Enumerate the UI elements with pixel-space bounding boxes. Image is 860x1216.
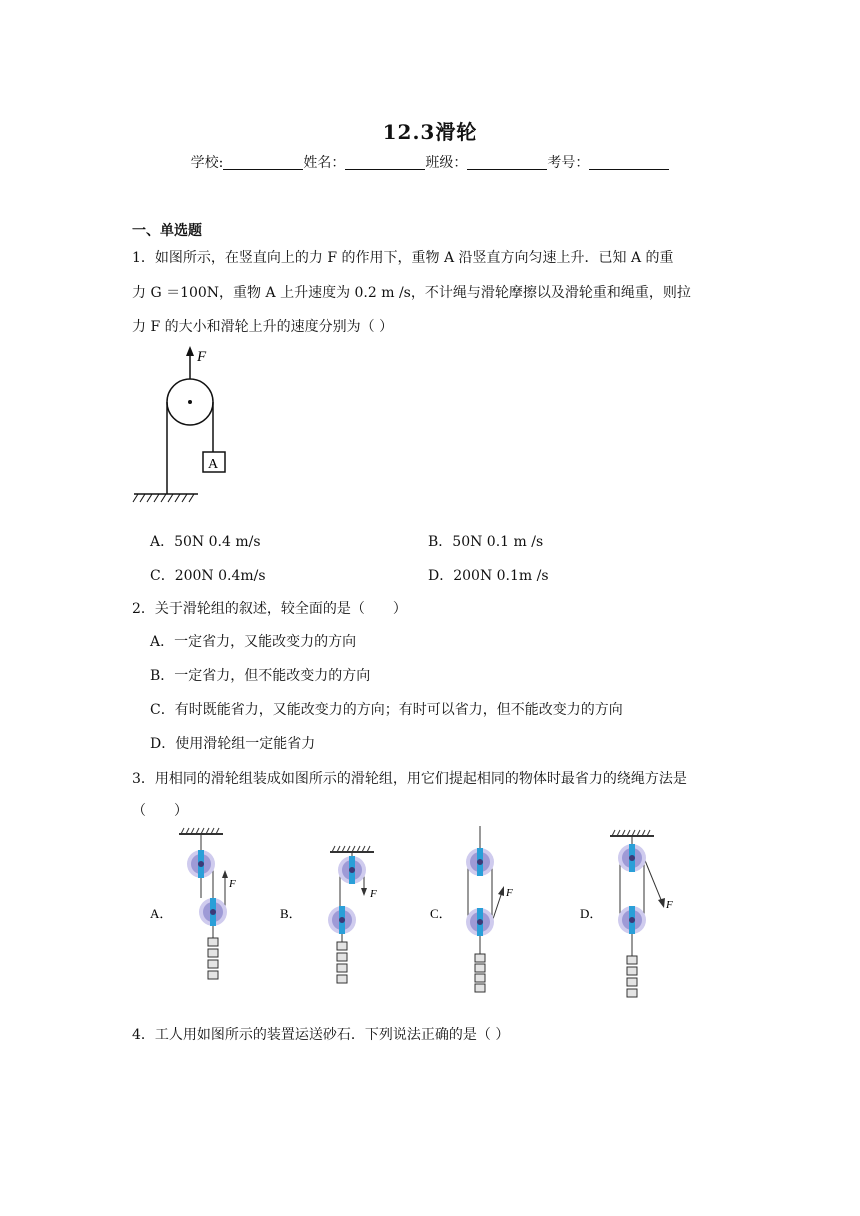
q1-option-d[interactable]: D．200N 0.1m /s: [428, 568, 549, 584]
exam-no-blank[interactable]: [589, 155, 669, 170]
q1-force-label: F: [197, 349, 207, 365]
q2-stem: 2．关于滑轮组的叙述，较全面的是（ ）: [132, 601, 407, 617]
class-blank[interactable]: [467, 155, 547, 170]
q3-figure-d: [610, 830, 673, 997]
name-blank[interactable]: [345, 155, 425, 170]
q3-label-b[interactable]: B．: [280, 906, 302, 921]
q2-option-d[interactable]: D．使用滑轮组一定能省力: [150, 736, 316, 752]
q1-pulley-figure: [128, 344, 238, 510]
q3-stem-line1: 3．用相同的滑轮组装成如图所示的滑轮组，用它们提起相同的物体时最省力的绕绳方法是: [132, 771, 687, 787]
q1-stem-line2: 力 G ＝100N，重物 A 上升速度为 0.2 m /s，不计绳与滑轮摩擦以及滑轮重和绳重，则拉: [132, 285, 691, 301]
page-title: 12.3滑轮: [382, 120, 478, 144]
name-label: 姓名：: [303, 155, 346, 171]
q3-figure-c: [458, 826, 513, 992]
q3-figure-b: [328, 846, 377, 983]
q3-label-a[interactable]: A．: [150, 906, 173, 921]
svg-text:F: F: [666, 899, 673, 911]
svg-text:F: F: [370, 888, 377, 900]
section-heading: 一、单选题: [132, 223, 202, 239]
svg-text:F: F: [229, 878, 236, 890]
q3-stem-line2: （ ）: [132, 803, 188, 819]
q3-figures: [130, 826, 730, 1004]
q2-option-a[interactable]: A．一定省力，又能改变力的方向: [150, 634, 357, 650]
q1-option-c[interactable]: C．200N 0.4m/s: [150, 568, 266, 584]
q1-option-a[interactable]: A．50N 0.4 m/s: [150, 534, 261, 550]
q2-option-c[interactable]: C．有时既能省力，又能改变力的方向；有时可以省力，但不能改变力的方向: [150, 702, 623, 718]
q2-option-b[interactable]: B．一定省力，但不能改变力的方向: [150, 668, 371, 684]
exam-no-label: 考号：: [547, 155, 590, 171]
student-info-line: [0, 152, 860, 172]
class-label: 班级：: [425, 155, 468, 171]
q3-label-c[interactable]: C．: [430, 906, 452, 921]
q3-figure-a: [179, 828, 236, 979]
q1-stem-line3: 力 F 的大小和滑轮上升的速度分别为（ ）: [132, 319, 394, 335]
q3-label-d[interactable]: D．: [580, 906, 603, 921]
q1-block-label: A: [208, 457, 219, 472]
svg-text:F: F: [506, 887, 513, 899]
q1-stem-line1: 1．如图所示，在竖直向上的力 F 的作用下，重物 A 沿竖直方向匀速上升．已知 A 的重: [132, 250, 674, 266]
school-label: 学校:: [190, 155, 224, 171]
q1-option-b[interactable]: B．50N 0.1 m /s: [428, 534, 544, 550]
school-blank[interactable]: [223, 155, 303, 170]
q4-stem: 4．工人用如图所示的装置运送砂石．下列说法正确的是（ ）: [132, 1027, 510, 1043]
